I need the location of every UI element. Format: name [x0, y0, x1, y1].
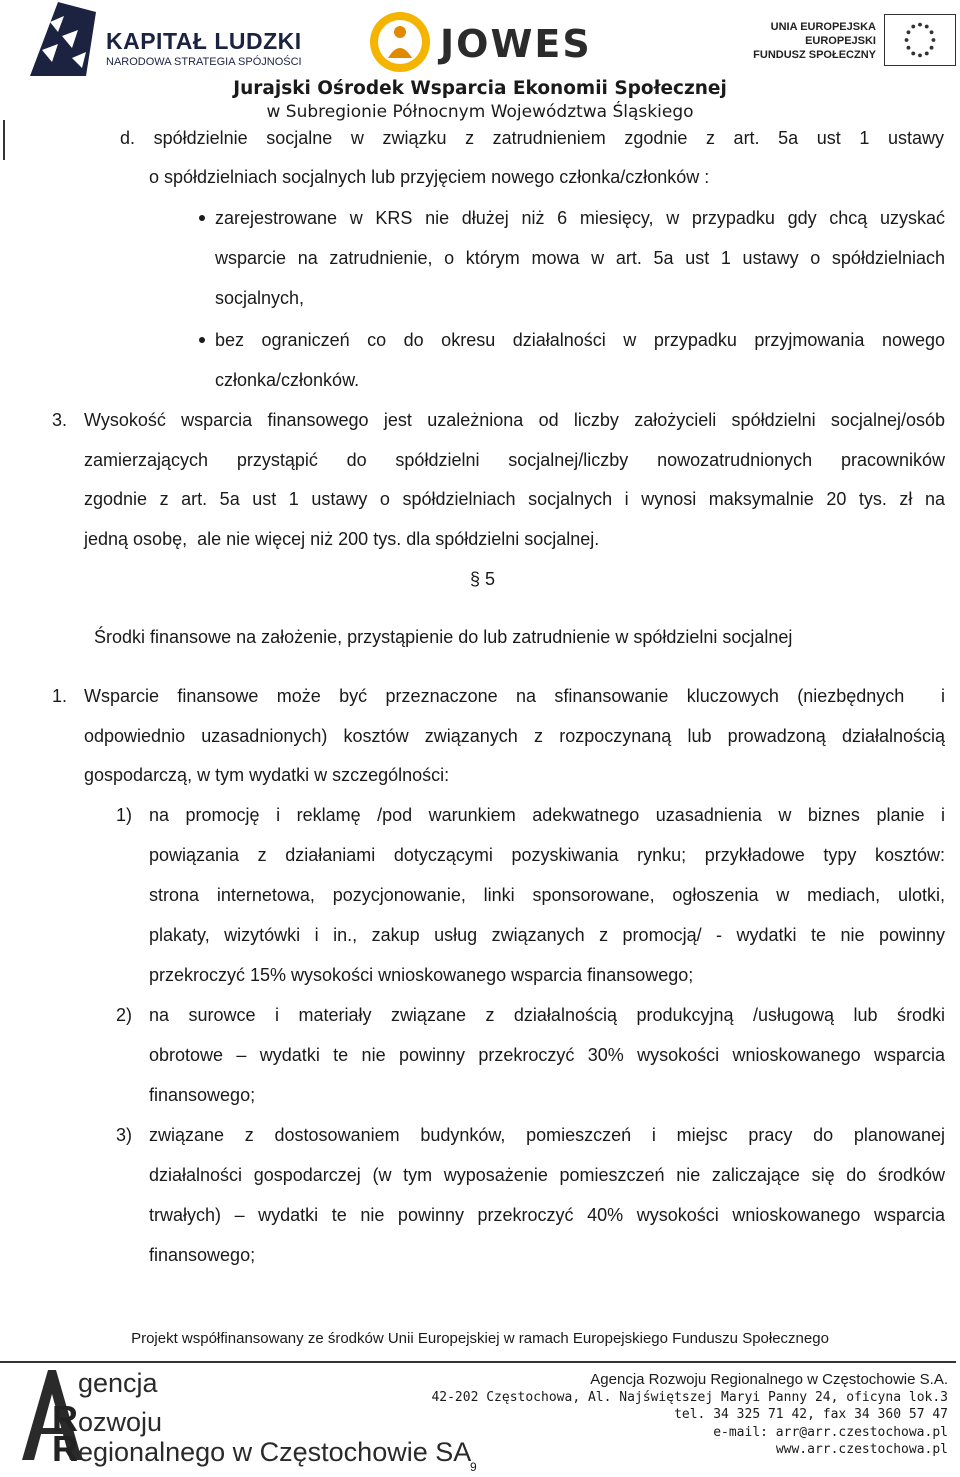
arr-line-1: gencja [78, 1368, 158, 1398]
item-2-line-3: finansowego; [149, 1085, 256, 1105]
section-title: Środki finansowe na założenie, przystąpienie do lub zatrudnienie w spółdzielni socjalnej [94, 627, 793, 647]
item-1-line-4: plakaty, wizytówki i in., zakup usług związanych z promocją/ - wydatki te nie powinny [149, 925, 945, 945]
paragraph-3-line-2: zamierzających przystąpić do spółdzielni socjalnej/liczby nowozatrudnionych pracowników [84, 450, 945, 470]
bullet-1-line-1: zarejestrowane w KRS nie dłużej niż 6 miesięcy, w przypadku gdy chcą uzyskać [215, 208, 945, 228]
bullet-icon [199, 215, 205, 221]
item-2-number: 2) [116, 1005, 133, 1025]
jowes-wordmark: JOWES [440, 22, 592, 66]
organization-name: Jurajski Ośrodek Wsparcia Ekonomii Społecznej [233, 78, 727, 99]
item-3-line-2: działalności gospodarczej (w tym wyposażenie pomieszczeń nie zaliczające się do środków [149, 1165, 945, 1185]
kapital-ludzki-subtitle: NARODOWA STRATEGIA SPÓJNOŚCI [106, 56, 302, 68]
margin-bar [3, 120, 5, 160]
subregion-name: w Subregionie Północnym Województwa Śląskiego [266, 102, 694, 122]
point-d-line-2: o spółdzielniach socjalnych lub przyjęciem nowego członka/członków : [149, 167, 710, 187]
item-1-line-2: powiązania z działaniami dotyczącymi pozyskiwania rynku; przykładowe typy kosztów: [149, 845, 945, 865]
kapital-ludzki-logo [28, 2, 302, 78]
arr-line-3: egionalnego w Częstochowie SA [78, 1437, 472, 1467]
eu-line-1: UNIA EUROPEJSKA [770, 21, 876, 33]
item-3-line-4: finansowego; [149, 1245, 256, 1265]
item-3-line-1: związane z dostosowaniem budynków, pomieszczeń i miejsc pracy do planowanej [149, 1125, 945, 1145]
arr-letter-r2: R [52, 1428, 78, 1469]
agency-www[interactable]: www.arr.czestochowa.pl [775, 1442, 948, 1457]
paragraph-3-line-3: zgodnie z art. 5a ust 1 ustawy o spółdzielniach socjalnych i wynosi maksymalnie 20 tys. zł na [84, 489, 945, 509]
bullet-2-line-1: bez ograniczeń co do okresu działalności w przypadku przyjmowania nowego [215, 330, 945, 350]
eu-line-2: EUROPEJSKI [805, 35, 876, 47]
bullet-1-line-2: wsparcie na zatrudnienie, o którym mowa w art. 5a ust 1 ustawy o spółdzielniach [215, 248, 945, 268]
item-3-line-3: trwałych) – wydatki te nie powinny przekroczyć 40% wysokości wnioskowanego wsparcia [149, 1205, 945, 1225]
paragraph-3-number: 3. [52, 410, 68, 430]
jowes-logo [368, 10, 592, 78]
item-1-line-3: strona internetowa, pozycjonowanie, linki sponsorowane, ogłoszenia w mediach, ulotki, [149, 885, 945, 905]
eu-line-3: FUNDUSZ SPOŁECZNY [753, 49, 876, 61]
kapital-ludzki-emblem-icon [28, 2, 98, 78]
paragraph-1-number: 1. [52, 686, 68, 706]
cofinance-note: Projekt współfinansowany ze środków Unii Europejskiej w ramach Europejskiego Funduszu Społecznego [131, 1330, 829, 1347]
paragraph-3-line-4: jedną osobę, ale nie więcej niż 200 tys. dla spółdzielni socjalnej. [84, 529, 600, 549]
eu-logo [730, 14, 956, 70]
kapital-ludzki-title: KAPITAŁ LUDZKI [106, 28, 302, 54]
agency-address-block [431, 1371, 948, 1459]
footer-divider [0, 1361, 956, 1363]
agency-name: Agencja Rozwoju Regionalnego w Częstochowie S.A. [590, 1371, 948, 1388]
bullet-2-line-2: członka/członków. [215, 370, 360, 390]
arr-logo [22, 1368, 472, 1469]
arr-line-2: ozwoju [78, 1407, 163, 1437]
arr-letter-r1: R [52, 1398, 78, 1439]
item-2-line-2: obrotowe – wydatki te nie powinny przekroczyć 30% wysokości wnioskowanego wsparcia [149, 1045, 945, 1065]
item-2-line-1: na surowce i materiały związane z działalnością produkcyjną /usługową lub środki [149, 1005, 945, 1025]
item-3-number: 3) [116, 1125, 133, 1145]
item-1-number: 1) [116, 805, 133, 825]
point-d-line-1: d. spółdzielnie socjalne w związku z zatrudnieniem zgodnie z art. 5a ust 1 ustawy [120, 128, 944, 148]
jowes-sun-icon [368, 10, 432, 74]
paragraph-1-line-1: Wsparcie finansowe może być przeznaczone na sfinansowanie kluczowych (niezbędnych i [84, 686, 945, 706]
eu-text [753, 20, 876, 62]
paragraph-1-line-3: gospodarczą, w tym wydatki w szczególności: [84, 765, 450, 785]
paragraph-1-line-2: odpowiednio uzasadnionych) kosztów związanych z rozpoczynaną lub prowadzoną działalnością [84, 726, 945, 746]
agency-address: 42-202 Częstochowa, Al. Najświętszej Maryi Panny 24, oficyna lok.3 [431, 1389, 948, 1405]
item-1-line-1: na promocję i reklamę /pod warunkiem adekwatnego uzasadnienia w biznes planie i [149, 805, 945, 825]
agency-phone: tel. 34 325 71 42, fax 34 360 57 47 [674, 1407, 948, 1422]
page-number: 9 [470, 1460, 477, 1474]
item-1-line-5: przekroczyć 15% wysokości wnioskowanego wsparcia finansowego; [149, 965, 694, 985]
agency-email[interactable]: e-mail: arr@arr.czestochowa.pl [713, 1424, 948, 1440]
section-mark: § 5 [470, 569, 496, 589]
bullet-1-line-3: socjalnych, [215, 288, 305, 308]
paragraph-3-line-1: Wysokość wsparcia finansowego jest uzależniona od liczby założycieli spółdzielni socjalnej/osób [84, 410, 945, 430]
bullet-icon [199, 337, 205, 343]
eu-flag-icon [884, 14, 956, 66]
